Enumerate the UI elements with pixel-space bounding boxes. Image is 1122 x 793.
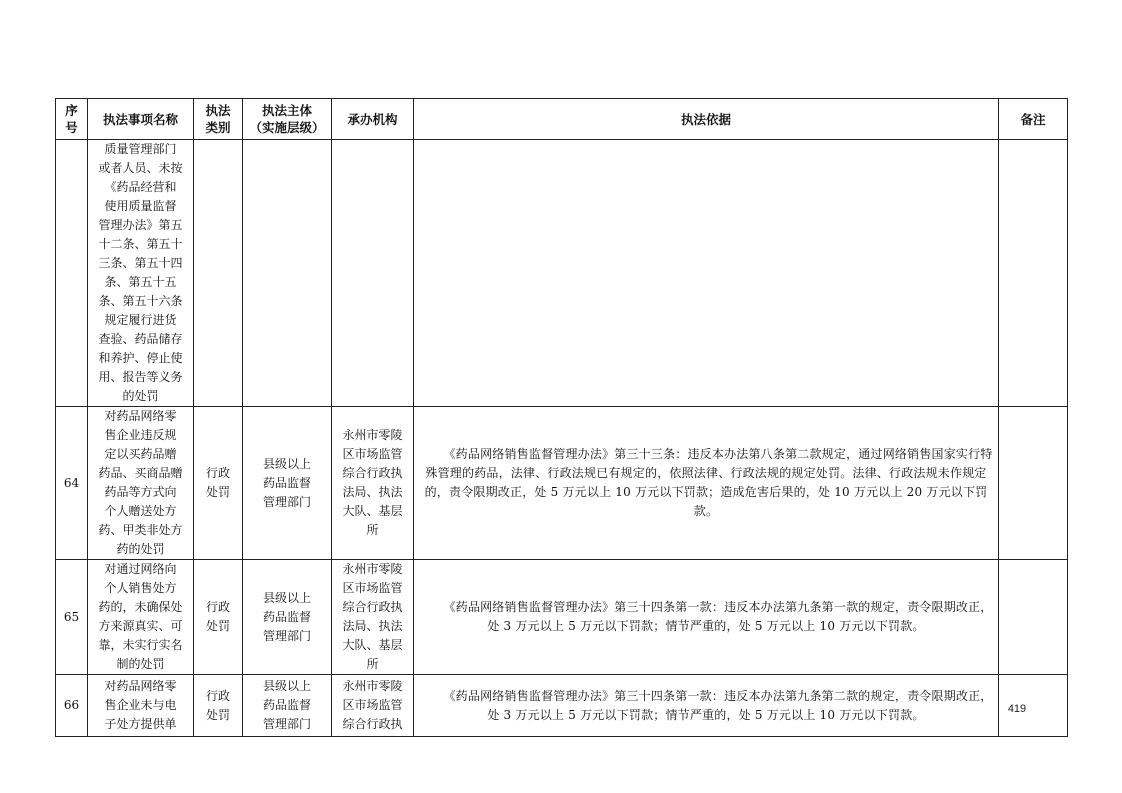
table-row-continuation [56,140,1068,407]
cell-matter: 质量管理部门 或者人员、未按 《药品经营和 使用质量监督 管理办法》第五 十二条、第五十 三条、第五十四 条、第五十五 条、第五十六条 规定履行进货 查验、药品储存 和养护、停止使 用、报告等义务 的处罚 [88,140,194,407]
cell-matter: 对药品网络零 售企业未与电 子处方提供单 [88,675,194,737]
header-matter: 执法事项名称 [88,99,194,140]
table-row [56,407,1068,560]
header-category: 执法 类别 [194,99,243,140]
cell-category: 行政 处罚 [194,407,243,560]
cell-note [999,560,1068,675]
cell-subject: 县级以上 药品监督 管理部门 [243,560,332,675]
cell-matter: 对药品网络零 售企业违反规 定以买药品赠 药品、买商品赠 药品等方式向 个人赠送处方 药、甲类非处方 药的处罚 [88,407,194,560]
header-subject: 执法主体 （实施层级） [243,99,332,140]
cell-note [999,140,1068,407]
cell-basis [414,140,999,407]
header-seq: 序 号 [56,99,88,140]
basis-text: 《药品网络销售监督管理办法》第三十四条第一款：违反本办法第九条第一款的规定，责令限期改正，处 3 万元以上 5 万元以下罚款；情节严重的，处 5 万元以上 10 万元以下罚款。 [443,600,993,633]
cell-subject: 县级以上 药品监督 管理部门 [243,675,332,737]
table-row [56,675,1068,737]
cell-seq [56,140,88,407]
cell-matter: 对通过网络向 个人销售处方 药的，未确保处 方来源真实、可 靠，未实行实名 制的处罚 [88,560,194,675]
cell-agency: 永州市零陵 区市场监管 综合行政执 法局、执法 大队、基层 所 [332,407,414,560]
cell-seq: 64 [56,407,88,560]
cell-basis [414,407,999,560]
table-header-row [56,99,1068,140]
basis-text: 《药品网络销售监督管理办法》第三十三条：违反本办法第八条第二款规定，通过网络销售国家实行特殊管理的药品，法律、行政法规已有规定的，依照法律、行政法规的规定处罚。法律、行政法规未作规定的，责令限期改正，处 5 万元以上 10 万元以下罚款；造成危害后果的，处 10 万元以上 20 万元以下罚款。 [424,447,993,518]
header-note: 备注 [999,99,1068,140]
cell-category: 行政 处罚 [194,560,243,675]
cell-agency: 永州市零陵 区市场监管 综合行政执 [332,675,414,737]
cell-category [194,140,243,407]
cell-agency [332,140,414,407]
basis-text: 《药品网络销售监督管理办法》第三十四条第一款：违反本办法第九条第二款的规定，责令限期改正，处 3 万元以上 5 万元以下罚款；情节严重的，处 5 万元以上 10 万元以下罚款。 [443,688,993,722]
cell-subject: 县级以上 药品监督 管理部门 [243,407,332,560]
cell-seq: 66 [56,675,88,737]
cell-category: 行政 处罚 [194,675,243,737]
cell-basis [414,560,999,675]
cell-basis [414,675,999,737]
cell-note [999,407,1068,560]
cell-seq: 65 [56,560,88,675]
header-agency: 承办机构 [332,99,414,140]
page-number: 419 [1007,703,1027,715]
header-basis: 执法依据 [414,99,999,140]
enforcement-table [55,98,1068,737]
cell-agency: 永州市零陵 区市场监管 综合行政执 法局、执法 大队、基层 所 [332,560,414,675]
table-row [56,560,1068,675]
cell-subject [243,140,332,407]
